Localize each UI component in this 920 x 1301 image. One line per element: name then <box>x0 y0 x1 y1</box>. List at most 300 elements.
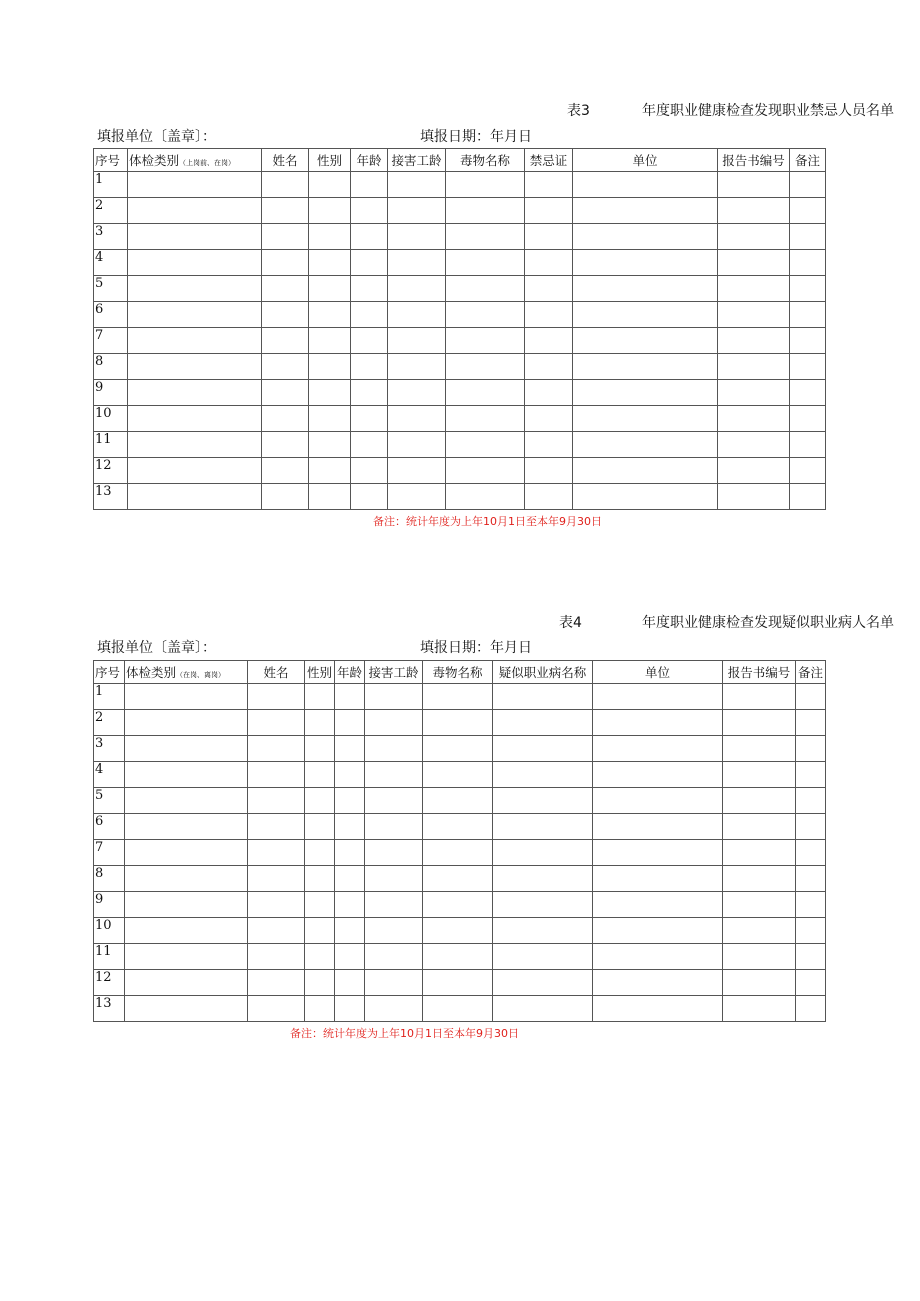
table-cell[interactable] <box>796 866 826 892</box>
table-cell[interactable] <box>718 250 790 276</box>
table-cell[interactable] <box>446 432 525 458</box>
table-cell[interactable] <box>365 710 423 736</box>
table-cell[interactable] <box>493 892 593 918</box>
table-cell[interactable] <box>790 302 826 328</box>
table-cell[interactable] <box>423 944 493 970</box>
table-cell[interactable] <box>790 380 826 406</box>
table-cell[interactable] <box>446 224 525 250</box>
table-cell[interactable] <box>388 484 446 510</box>
table-cell[interactable] <box>125 918 248 944</box>
table-row <box>94 432 826 458</box>
col-header-age: 年龄 <box>335 661 365 684</box>
table-row <box>94 354 826 380</box>
table-cell[interactable] <box>446 198 525 224</box>
table-cell[interactable] <box>309 406 351 432</box>
table-cell[interactable] <box>262 198 309 224</box>
table-cell[interactable] <box>309 224 351 250</box>
table-cell[interactable] <box>388 224 446 250</box>
col-header-exposure-years: 接害工龄 <box>365 661 423 684</box>
table-cell[interactable] <box>493 762 593 788</box>
table-cell[interactable] <box>305 788 335 814</box>
table-cell[interactable] <box>305 944 335 970</box>
table-cell[interactable] <box>796 736 826 762</box>
table-cell[interactable] <box>305 814 335 840</box>
table-cell[interactable] <box>573 406 718 432</box>
table3-label: 表3 <box>567 103 590 119</box>
table-cell[interactable] <box>446 172 525 198</box>
table-cell[interactable] <box>525 380 573 406</box>
table-cell[interactable] <box>593 866 723 892</box>
table-cell[interactable] <box>309 250 351 276</box>
table-cell[interactable] <box>128 432 262 458</box>
table-cell[interactable] <box>493 944 593 970</box>
table-cell[interactable] <box>423 762 493 788</box>
col-header-name: 姓名 <box>262 149 309 172</box>
table-cell[interactable] <box>248 684 305 710</box>
table-cell[interactable] <box>718 354 790 380</box>
table-cell[interactable] <box>365 684 423 710</box>
table-cell[interactable] <box>262 406 309 432</box>
table-cell[interactable] <box>493 710 593 736</box>
table-cell[interactable] <box>423 918 493 944</box>
table-cell[interactable] <box>790 328 826 354</box>
table-cell[interactable] <box>309 458 351 484</box>
table4-unit-label: 填报单位〔盖章〕： <box>97 640 216 656</box>
table-cell[interactable] <box>365 996 423 1022</box>
table-cell[interactable] <box>423 866 493 892</box>
table-cell[interactable] <box>718 172 790 198</box>
table-cell[interactable] <box>305 736 335 762</box>
table-cell[interactable] <box>493 736 593 762</box>
table-cell[interactable] <box>351 276 388 302</box>
table-cell[interactable] <box>305 710 335 736</box>
table-cell[interactable] <box>365 814 423 840</box>
table-cell[interactable] <box>248 866 305 892</box>
table-cell[interactable] <box>335 684 365 710</box>
table-cell[interactable] <box>335 866 365 892</box>
table-cell[interactable] <box>796 970 826 996</box>
table-cell[interactable] <box>718 276 790 302</box>
table-cell[interactable] <box>446 276 525 302</box>
table-cell[interactable] <box>446 302 525 328</box>
table-cell[interactable] <box>593 710 723 736</box>
table-cell[interactable] <box>309 380 351 406</box>
table-cell[interactable] <box>723 840 796 866</box>
table-cell[interactable] <box>388 458 446 484</box>
table-cell[interactable] <box>525 328 573 354</box>
table-cell[interactable] <box>262 380 309 406</box>
table-cell[interactable] <box>335 996 365 1022</box>
table4-body <box>94 684 826 1022</box>
table-cell[interactable] <box>262 484 309 510</box>
table-cell[interactable] <box>248 892 305 918</box>
table-cell[interactable] <box>493 684 593 710</box>
table-cell[interactable] <box>573 328 718 354</box>
table-cell[interactable] <box>790 250 826 276</box>
table-cell[interactable] <box>493 788 593 814</box>
table-cell[interactable] <box>796 996 826 1022</box>
table-cell[interactable] <box>335 840 365 866</box>
table-cell[interactable] <box>796 710 826 736</box>
table-cell[interactable] <box>446 484 525 510</box>
table-cell[interactable] <box>796 840 826 866</box>
table4-date-label: 填报日期：年月日 <box>420 640 532 656</box>
table-cell[interactable] <box>790 276 826 302</box>
col-header-exam-type <box>125 661 248 684</box>
table-cell[interactable] <box>309 354 351 380</box>
row-index: 6 <box>94 302 128 328</box>
table-cell[interactable] <box>335 970 365 996</box>
table-cell[interactable] <box>248 788 305 814</box>
table-cell[interactable] <box>723 788 796 814</box>
col-header-toxicant: 毒物名称 <box>446 149 525 172</box>
table-cell[interactable] <box>262 458 309 484</box>
table-cell[interactable] <box>365 866 423 892</box>
col-header-name: 姓名 <box>248 661 305 684</box>
table-cell[interactable] <box>309 302 351 328</box>
table-cell[interactable] <box>125 866 248 892</box>
table-cell[interactable] <box>723 710 796 736</box>
table-cell[interactable] <box>365 918 423 944</box>
table-cell[interactable] <box>525 484 573 510</box>
table-cell[interactable] <box>125 944 248 970</box>
table-cell[interactable] <box>262 432 309 458</box>
col-header-report-no: 报告书编号 <box>723 661 796 684</box>
table-cell[interactable] <box>718 224 790 250</box>
table-cell[interactable] <box>723 814 796 840</box>
table-cell[interactable] <box>593 892 723 918</box>
table-cell[interactable] <box>790 198 826 224</box>
table-cell[interactable] <box>248 840 305 866</box>
row-index: 13 <box>94 484 128 510</box>
table-cell[interactable] <box>423 736 493 762</box>
table-cell[interactable] <box>446 380 525 406</box>
row-index: 1 <box>94 684 125 710</box>
table-cell[interactable] <box>128 458 262 484</box>
table-cell[interactable] <box>593 944 723 970</box>
table-cell[interactable] <box>125 736 248 762</box>
table-cell[interactable] <box>723 762 796 788</box>
table-cell[interactable] <box>128 328 262 354</box>
table-cell[interactable] <box>335 918 365 944</box>
table-cell[interactable] <box>125 892 248 918</box>
table-cell[interactable] <box>335 944 365 970</box>
col-header-index: 序号 <box>94 661 125 684</box>
table4-note: 备注：统计年度为上年10月1日至本年9月30日 <box>290 1027 519 1040</box>
table-cell[interactable] <box>446 328 525 354</box>
table-cell[interactable] <box>525 354 573 380</box>
table-cell[interactable] <box>351 354 388 380</box>
table-cell[interactable] <box>723 944 796 970</box>
table-row <box>94 328 826 354</box>
table-cell[interactable] <box>593 684 723 710</box>
table-cell[interactable] <box>351 328 388 354</box>
table-cell[interactable] <box>309 198 351 224</box>
table-cell[interactable] <box>351 198 388 224</box>
table-cell[interactable] <box>423 710 493 736</box>
table-cell[interactable] <box>388 302 446 328</box>
table-cell[interactable] <box>125 710 248 736</box>
table-cell[interactable] <box>573 250 718 276</box>
table-cell[interactable] <box>309 172 351 198</box>
table-cell[interactable] <box>128 224 262 250</box>
table-cell[interactable] <box>305 866 335 892</box>
table-cell[interactable] <box>365 762 423 788</box>
table-cell[interactable] <box>493 918 593 944</box>
table-cell[interactable] <box>723 736 796 762</box>
table-cell[interactable] <box>593 788 723 814</box>
table-cell[interactable] <box>718 406 790 432</box>
table-cell[interactable] <box>723 684 796 710</box>
row-index: 7 <box>94 328 128 354</box>
table-cell[interactable] <box>305 918 335 944</box>
row-index: 3 <box>94 736 125 762</box>
table-cell[interactable] <box>388 328 446 354</box>
table-cell[interactable] <box>790 406 826 432</box>
table-cell[interactable] <box>128 484 262 510</box>
table-cell[interactable] <box>723 918 796 944</box>
table-cell[interactable] <box>128 250 262 276</box>
table-cell[interactable] <box>351 250 388 276</box>
table-cell[interactable] <box>262 172 309 198</box>
table-cell[interactable] <box>248 762 305 788</box>
table-cell[interactable] <box>796 892 826 918</box>
table-cell[interactable] <box>573 224 718 250</box>
table-cell[interactable] <box>423 840 493 866</box>
table-cell[interactable] <box>248 814 305 840</box>
table-cell[interactable] <box>790 458 826 484</box>
table-cell[interactable] <box>365 736 423 762</box>
table-cell[interactable] <box>262 302 309 328</box>
table-cell[interactable] <box>493 996 593 1022</box>
table-cell[interactable] <box>573 276 718 302</box>
table3-date-label: 填报日期：年月日 <box>420 129 532 145</box>
table-cell[interactable] <box>125 762 248 788</box>
table-cell[interactable] <box>796 788 826 814</box>
table-cell[interactable] <box>248 710 305 736</box>
table-cell[interactable] <box>125 788 248 814</box>
table-cell[interactable] <box>446 406 525 432</box>
table-cell[interactable] <box>128 406 262 432</box>
table-cell[interactable] <box>365 840 423 866</box>
col-header-unit: 单位 <box>593 661 723 684</box>
table-cell[interactable] <box>593 762 723 788</box>
table-cell[interactable] <box>525 224 573 250</box>
table-cell[interactable] <box>388 432 446 458</box>
table-cell[interactable] <box>593 970 723 996</box>
table-cell[interactable] <box>525 276 573 302</box>
table-cell[interactable] <box>125 996 248 1022</box>
table-cell[interactable] <box>128 172 262 198</box>
table-cell[interactable] <box>262 224 309 250</box>
table-cell[interactable] <box>573 302 718 328</box>
table-cell[interactable] <box>365 970 423 996</box>
exam-type-label: 体检类别 <box>126 665 177 680</box>
table-cell[interactable] <box>718 302 790 328</box>
table-cell[interactable] <box>525 458 573 484</box>
table-cell[interactable] <box>388 172 446 198</box>
table-cell[interactable] <box>718 458 790 484</box>
table-cell[interactable] <box>790 432 826 458</box>
table-cell[interactable] <box>248 736 305 762</box>
table-cell[interactable] <box>493 970 593 996</box>
table-cell[interactable] <box>351 458 388 484</box>
table-cell[interactable] <box>128 302 262 328</box>
table-cell[interactable] <box>125 970 248 996</box>
row-index: 9 <box>94 892 125 918</box>
table-cell[interactable] <box>593 840 723 866</box>
col-header-exam-type <box>128 149 262 172</box>
table-row <box>94 814 826 840</box>
exam-type-sublabel: （上岗前、在岗） <box>179 159 236 167</box>
table-cell[interactable] <box>423 814 493 840</box>
table-cell[interactable] <box>335 892 365 918</box>
table-cell[interactable] <box>423 970 493 996</box>
table-cell[interactable] <box>128 198 262 224</box>
table-cell[interactable] <box>573 172 718 198</box>
table-cell[interactable] <box>718 380 790 406</box>
table-cell[interactable] <box>351 484 388 510</box>
table-cell[interactable] <box>525 302 573 328</box>
table-cell[interactable] <box>305 684 335 710</box>
table-cell[interactable] <box>262 328 309 354</box>
table-cell[interactable] <box>573 354 718 380</box>
table-cell[interactable] <box>388 406 446 432</box>
table-cell[interactable] <box>305 840 335 866</box>
table-cell[interactable] <box>718 198 790 224</box>
row-index: 6 <box>94 814 125 840</box>
table-cell[interactable] <box>351 172 388 198</box>
table-cell[interactable] <box>718 328 790 354</box>
table-cell[interactable] <box>790 484 826 510</box>
table-cell[interactable] <box>790 224 826 250</box>
table-cell[interactable] <box>351 302 388 328</box>
table-cell[interactable] <box>573 484 718 510</box>
col-header-report-no: 报告书编号 <box>718 149 790 172</box>
table-cell[interactable] <box>525 198 573 224</box>
row-index: 2 <box>94 710 125 736</box>
col-header-unit: 单位 <box>573 149 718 172</box>
table-cell[interactable] <box>305 892 335 918</box>
table-cell[interactable] <box>248 996 305 1022</box>
table-cell[interactable] <box>351 432 388 458</box>
table-row <box>94 892 826 918</box>
table-cell[interactable] <box>593 736 723 762</box>
table-cell[interactable] <box>351 380 388 406</box>
table-cell[interactable] <box>309 484 351 510</box>
table-cell[interactable] <box>446 354 525 380</box>
table-cell[interactable] <box>790 172 826 198</box>
table-cell[interactable] <box>365 892 423 918</box>
table-cell[interactable] <box>593 996 723 1022</box>
table-cell[interactable] <box>305 970 335 996</box>
table-cell[interactable] <box>248 918 305 944</box>
table-cell[interactable] <box>351 406 388 432</box>
table-cell[interactable] <box>525 250 573 276</box>
table-cell[interactable] <box>573 458 718 484</box>
table-cell[interactable] <box>335 736 365 762</box>
table3 <box>93 148 826 510</box>
table-cell[interactable] <box>573 380 718 406</box>
table-cell[interactable] <box>388 354 446 380</box>
table-cell[interactable] <box>593 814 723 840</box>
table-cell[interactable] <box>335 788 365 814</box>
table-cell[interactable] <box>493 866 593 892</box>
table-cell[interactable] <box>525 432 573 458</box>
table-cell[interactable] <box>262 276 309 302</box>
table-cell[interactable] <box>423 892 493 918</box>
table-cell[interactable] <box>593 918 723 944</box>
table-cell[interactable] <box>309 276 351 302</box>
table-cell[interactable] <box>388 276 446 302</box>
row-index: 10 <box>94 406 128 432</box>
table-cell[interactable] <box>351 224 388 250</box>
table-cell[interactable] <box>493 814 593 840</box>
table-cell[interactable] <box>573 198 718 224</box>
table-cell[interactable] <box>723 970 796 996</box>
table-cell[interactable] <box>423 788 493 814</box>
table-cell[interactable] <box>335 814 365 840</box>
table-cell[interactable] <box>796 814 826 840</box>
table-cell[interactable] <box>493 840 593 866</box>
table-cell[interactable] <box>423 996 493 1022</box>
table-cell[interactable] <box>796 918 826 944</box>
table-cell[interactable] <box>125 840 248 866</box>
table-cell[interactable] <box>388 380 446 406</box>
table-cell[interactable] <box>525 406 573 432</box>
col-header-suspected-disease: 疑似职业病名称 <box>493 661 593 684</box>
table-cell[interactable] <box>723 996 796 1022</box>
table-cell[interactable] <box>573 432 718 458</box>
table-cell[interactable] <box>305 762 335 788</box>
table-cell[interactable] <box>128 380 262 406</box>
table-cell[interactable] <box>248 944 305 970</box>
col-header-exposure-years: 接害工龄 <box>388 149 446 172</box>
table-cell[interactable] <box>796 684 826 710</box>
table-row <box>94 224 826 250</box>
table-cell[interactable] <box>305 996 335 1022</box>
table-cell[interactable] <box>388 198 446 224</box>
table-cell[interactable] <box>262 250 309 276</box>
table-cell[interactable] <box>335 710 365 736</box>
table-cell[interactable] <box>365 788 423 814</box>
table-cell[interactable] <box>248 970 305 996</box>
table-cell[interactable] <box>309 328 351 354</box>
table-cell[interactable] <box>718 484 790 510</box>
table-cell[interactable] <box>718 432 790 458</box>
table-cell[interactable] <box>796 762 826 788</box>
table-cell[interactable] <box>365 944 423 970</box>
table-row <box>94 458 826 484</box>
table-cell[interactable] <box>446 458 525 484</box>
table-cell[interactable] <box>790 354 826 380</box>
table-cell[interactable] <box>125 684 248 710</box>
table-cell[interactable] <box>446 250 525 276</box>
row-index: 4 <box>94 762 125 788</box>
table-cell[interactable] <box>128 354 262 380</box>
table-cell[interactable] <box>423 684 493 710</box>
table-cell[interactable] <box>723 892 796 918</box>
table-cell[interactable] <box>309 432 351 458</box>
table-cell[interactable] <box>128 276 262 302</box>
table-cell[interactable] <box>723 866 796 892</box>
table-cell[interactable] <box>262 354 309 380</box>
table-cell[interactable] <box>525 172 573 198</box>
table-cell[interactable] <box>796 944 826 970</box>
table-cell[interactable] <box>125 814 248 840</box>
table-cell[interactable] <box>388 250 446 276</box>
table-cell[interactable] <box>335 762 365 788</box>
